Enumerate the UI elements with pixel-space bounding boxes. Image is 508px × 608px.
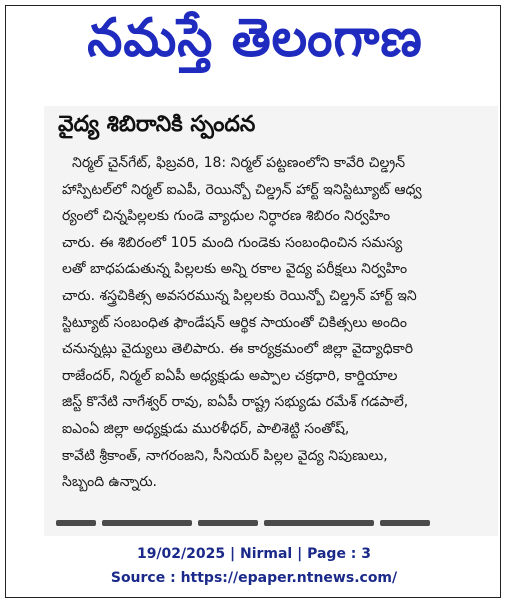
cut-off-text-fragment [56,520,436,528]
footer-date-line: 19/02/2025 | Nirmal | Page : 3 [136,546,372,562]
article-headline: వైద్య శిబిరానికి స్పందన [58,112,256,137]
article-line: సిబ్బంది ఉన్నారు. [62,474,157,491]
article-line: ర్యంలో చిన్నపిల్లలకు గుండె వ్యాధుల నిర్ధారణ శిబిరం నిర్వహిం [62,208,391,225]
footer-source-line: Source : https://epaper.ntnews.com/ [110,570,398,586]
article-line: నిర్మల్ చైన్‌గేట్, ఫిబ్రవరి, 18: నిర్మల్ పట్టణంలోని కావేరి చిల్డ్రన్ [72,155,406,171]
article-line: లతో బాధపడుతున్న పిల్లలకు అన్ని రకాల వైద్య పరీక్షలు నిర్వహిం [62,261,408,278]
article-line: జిస్ట్ కొనేటి నాగేశ్వర్ రావు, ఐఏపీ రాష్ట్ర సభ్యుడు రమేశ్ గడపాలే, [62,394,409,411]
article-line: స్టిట్యూట్ సంబంధిత ఫౌండేషన్ ఆర్థిక సాయంతో చికిత్సలు అందిం [62,314,407,331]
article-line: కావేటి శ్రీకాంత్, నాగరంజని, సీనియర్ పిల్లల వైద్య నిపుణులు, [62,447,388,464]
masthead-title: నమస్తే తెలంగాణ [87,6,423,68]
article-line: చారు. ఈ శిబిరంలో 105 మంది గుండెకు సంబంధించిన సమస్య [62,234,403,251]
article-line: చనున్నట్లు వైద్యులు తెలిపారు. ఈ కార్యక్రమంలో జిల్లా వైద్యాధికారి [62,341,414,358]
article-body [62,150,494,496]
article-line: హాస్పిటల్‌లో నిర్మల్ ఐఎపీ, రెయిన్బో చిల్డ్రన్ హార్ట్ ఇనిస్టిట్యూట్ ఆధ్వ [62,181,422,198]
article-line: చారు. శస్త్రచికిత్స అవసరమున్న పిల్లలకు రెయిన్బో చిల్డ్రన్ హార్ట్ ఇని [62,287,417,304]
article-line: ఐఎంఏ జిల్లా అధ్యక్షుడు మురళీధర్, పాలిశెట్టి సంతోష్, [62,420,350,437]
newspaper-masthead [50,8,460,80]
article-line: రాజేందర్, నిర్మల్ ఐఏపీ అధ్యక్షుడు అప్పాల చక్రధారి, కార్డియాల [62,367,398,384]
